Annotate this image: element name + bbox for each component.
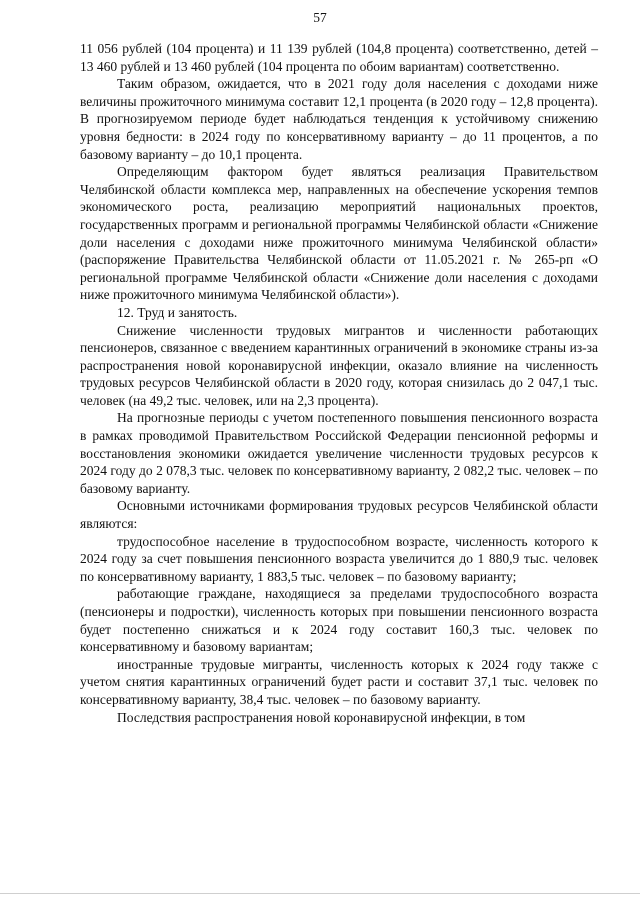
section-heading: 12. Труд и занятость.: [117, 304, 238, 320]
list-item: трудоспособное население в трудоспособном возрасте, численность которого к 2024 году за счет повышения пенсионного возраста увеличится до 1 880,9 тыс. человек по консервативному варианту, 1 883,5 тыс. человек – по базовому варианту;: [80, 533, 598, 584]
paragraph: Таким образом, ожидается, что в 2021 году доля населения с доходами ниже величины прожиточного минимума составит 12,1 процента (в 2020 году – 12,8 процента). В прогнозируемом периоде будет наблюдаться тенденция к устойчивому снижению уровня бедности: в 2024 году по консервативному варианту – до 11 процентов, а по базовому варианту – до 10,1 процента.: [80, 76, 598, 162]
paragraph: Основными источниками формирования трудовых ресурсов Челябинской области являются:: [80, 498, 598, 532]
paragraph: 11 056 рублей (104 процента) и 11 139 рублей (104,8 процента) соответственно, детей – 13 460 рублей и 13 460 рублей (104 процента по обоим вариантам) соответственно.: [80, 41, 598, 74]
page-number: 57: [313, 10, 327, 25]
list-item: иностранные трудовые мигранты, численность которых к 2024 году также с учетом снятия карантинных ограничений будет расти и составит 37,1 тыс. человек по консервативному варианту, 38,4 тыс. человек – по базовому варианту.: [80, 656, 598, 707]
list-item: работающие граждане, находящиеся за пределами трудоспособного возраста (пенсионеры и подростки), численность которых при повышении пенсионного возраста будет постепенно снижаться и к 2024 году составит 160,3 тыс. человек по консервативному и базовому вариантам;: [80, 586, 598, 655]
paragraph: На прогнозные периоды с учетом постепенного повышения пенсионного возраста в рамках проводимой Правительством Российской Федерации пенсионной реформы и восстановления экономики ожидается увеличение численности трудовых ресурсов к 2024 году до 2 078,3 тыс. человек по консервативному варианту, 2 082,2 тыс. человек – по базовому варианту.: [80, 410, 598, 496]
paragraph: Определяющим фактором будет являться реализация Правительством Челябинской области комплекса мер, направленных на обеспечение ускорения темпов экономического роста, реализацию мероприятий национальных проектов, государственных программ и региональной программы Челябинской области «Снижение доли населения с доходами ниже прожиточного минимума Челябинской области» (распоряжение Правительства Челябинской области от 11.05.2021 г. № 265-рп «О региональной программе Челябинской области «Снижение доли населения с доходами ниже прожиточного минимума Челябинской области»).: [80, 164, 598, 303]
page-bottom-rule: [0, 893, 640, 894]
document-body: [80, 40, 598, 726]
paragraph: Последствия распространения новой коронавирусной инфекции, в том: [117, 709, 526, 725]
paragraph: Снижение численности трудовых мигрантов и численности работающих пенсионеров, связанное с введением карантинных ограничений в экономике страны из-за распространения новой коронавирусной инфекции, оказало влияние на численность трудовых ресурсов Челябинской области в 2020 году, которая снизилась до 2 047,1 тыс. человек (на 49,2 тыс. человек, или на 2,3 процента).: [80, 322, 598, 408]
